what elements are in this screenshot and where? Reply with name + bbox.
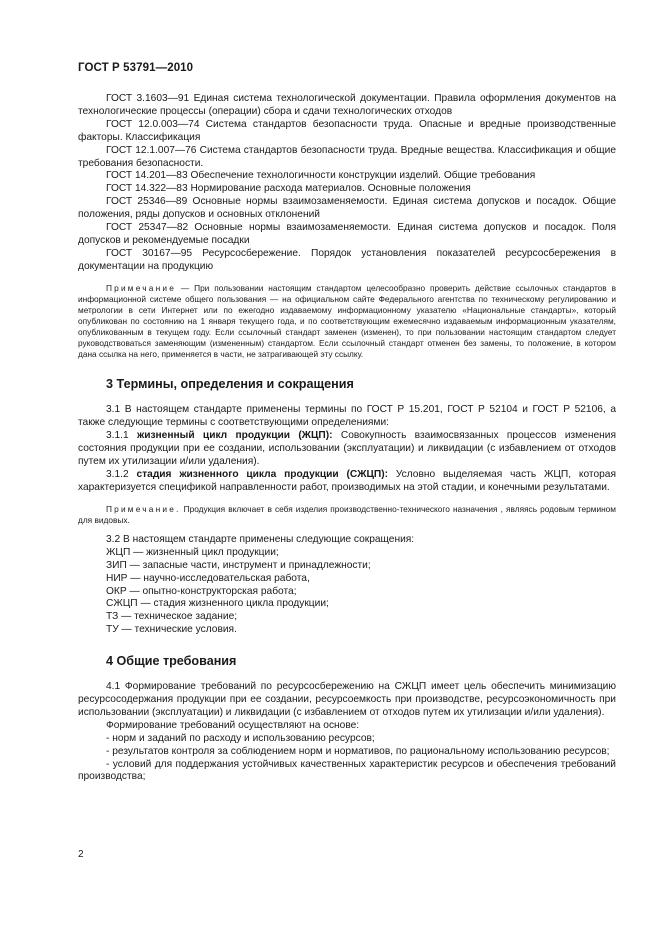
section-4-title: 4 Общие требования (106, 654, 237, 669)
note-text: — При пользовании настоящим стандартом целесообразно проверить действие ссылочных стандартов в информационной системе общего пользования — на официальном сайте Федерального агентства по техническому регулированию и метрологии в сети Интернет или по ежегодно издаваемому информационному указателю «Национальные стандарты», который опубликован по состоянию на 1 января текущего года, и по соответствующим ежемесячно издаваемым информационным указателям, опубликованным в текущем году. Если ссылочный стандарт заменен (изменен), то при пользовании настоящим стандартом следует руководствоваться заменяющим (измененным) стандартом. Если ссылочный стандарт отменен без замены, то положение, в котором дана ссылка на него, применяется в части, не затрагивающей эту ссылку. (78, 282, 616, 360)
term-definition: Совокупность взаимосвязанных процессов изменения состояния продукции при ее создании, использовании (эксплуатации) и ликвидации (с избавлением от отходов путем их утилизации и/или удаления). (78, 430, 616, 467)
clause-3-1: 3.1 В настоящем стандарте применены термины по ГОСТ Р 15.201, ГОСТ Р 52104 и ГОСТ Р 52106, а также следующие термины с соответствующими определениями: (78, 404, 616, 429)
ref-item: ГОСТ 12.1.007—76 Система стандартов безопасности труда. Вредные вещества. Классификация и общие требования безопасности. (78, 144, 616, 169)
requirement-item: - условий для поддержания устойчивых качественных характеристик ресурсов и обеспечения требований производства; (78, 758, 616, 783)
ref-item: ГОСТ 3.1603—91 Единая система технологической документации. Правила оформления документов на технологические процессы (операции) сбора и сдачи технологических отходов (78, 93, 616, 117)
ref-item: ГОСТ 12.0.003—74 Система стандартов безопасности труда. Опасные и вредные производственные факторы. Классификация (78, 118, 616, 143)
clause-3-2: 3.2 В настоящем стандарте применены следующие сокращения: (106, 533, 415, 545)
note-label: Примечание. (106, 503, 181, 514)
abbreviation-item: ЗИП — запасные части, инструмент и принадлежности; (106, 559, 371, 571)
term-definition: Условно выделяемая часть ЖЦП, которая характеризуется спецификой направленности работ, производимых на этой стадии, и конечными результатами. (78, 468, 616, 493)
abbreviation-item: НИР — научно-исследовательская работа, (106, 572, 310, 584)
note-label: Примечание (106, 282, 177, 293)
clause-4-1: 4.1 Формирование требований по ресурсосбережению на СЖЦП имеет цель обеспечить минимизацию ресурсосодержания продукции при ее создании, ресурсоемкость при производстве, ресурсоэкономичность при использовании (эксплуатации) и ликвидации (с избавлением от отходов путем их утилизации и/или удаления). (78, 681, 616, 718)
ref-item: ГОСТ 14.322—83 Нормирование расхода материалов. Основные положения (106, 183, 471, 195)
abbreviation-list (78, 547, 616, 637)
term-3-1-2 (78, 469, 616, 495)
requirement-item: - результатов контроля за соблюдением норм и нормативов, по рациональному использованию ресурсов; (106, 745, 610, 757)
term-number: 3.1.2 (106, 468, 129, 480)
term-note (78, 504, 616, 526)
ref-item: ГОСТ 25347—82 Основные нормы взаимозаменяемости. Единая система допусков и посадок. Поля допусков и рекомендуемые посадки (78, 222, 616, 246)
abbreviation-item: ЖЦП — жизненный цикл продукции; (106, 546, 279, 558)
requirement-item: - норм и заданий по расходу и использованию ресурсов; (106, 732, 375, 744)
term-name: жизненный цикл продукции (ЖЦП): (136, 430, 333, 442)
ref-item: ГОСТ 30167—95 Ресурсосбережение. Порядок установления показателей ресурсосбережения в документации на продукцию (78, 247, 616, 272)
page-number: 2 (78, 849, 84, 860)
term-number: 3.1.1 (106, 430, 129, 442)
note-text: Продукция включает в себя изделия производственно-технического назначения , являясь родовым термином для видовых. (78, 503, 616, 525)
abbreviation-item: ТЗ — техническое задание; (106, 611, 238, 623)
abbreviation-item: ТУ — технические условия. (106, 624, 237, 636)
basis-intro: Формирование требований осуществляют на основе: (106, 719, 360, 731)
running-header: ГОСТ Р 53791—2010 (78, 62, 194, 74)
normative-references (78, 93, 616, 274)
ref-item: ГОСТ 25346—89 Основные нормы взаимозаменяемости. Единая система допусков и посадок. Общие положения, ряды допусков и основных отклонений (78, 196, 616, 221)
abbreviation-item: ОКР — опытно-конструкторская работа; (106, 585, 297, 597)
abbreviation-item: СЖЦП — стадия жизненного цикла продукции; (106, 598, 329, 610)
term-3-1-1 (78, 430, 616, 469)
page-body (78, 93, 616, 784)
ref-item: ГОСТ 14.201—83 Обеспечение технологичности конструкции изделий. Общие требования (106, 170, 536, 182)
section-3-title: 3 Термины, определения и сокращения (106, 377, 354, 392)
reference-note (78, 283, 616, 361)
term-name: стадия жизненного цикла продукции (СЖЦП): (136, 468, 389, 480)
